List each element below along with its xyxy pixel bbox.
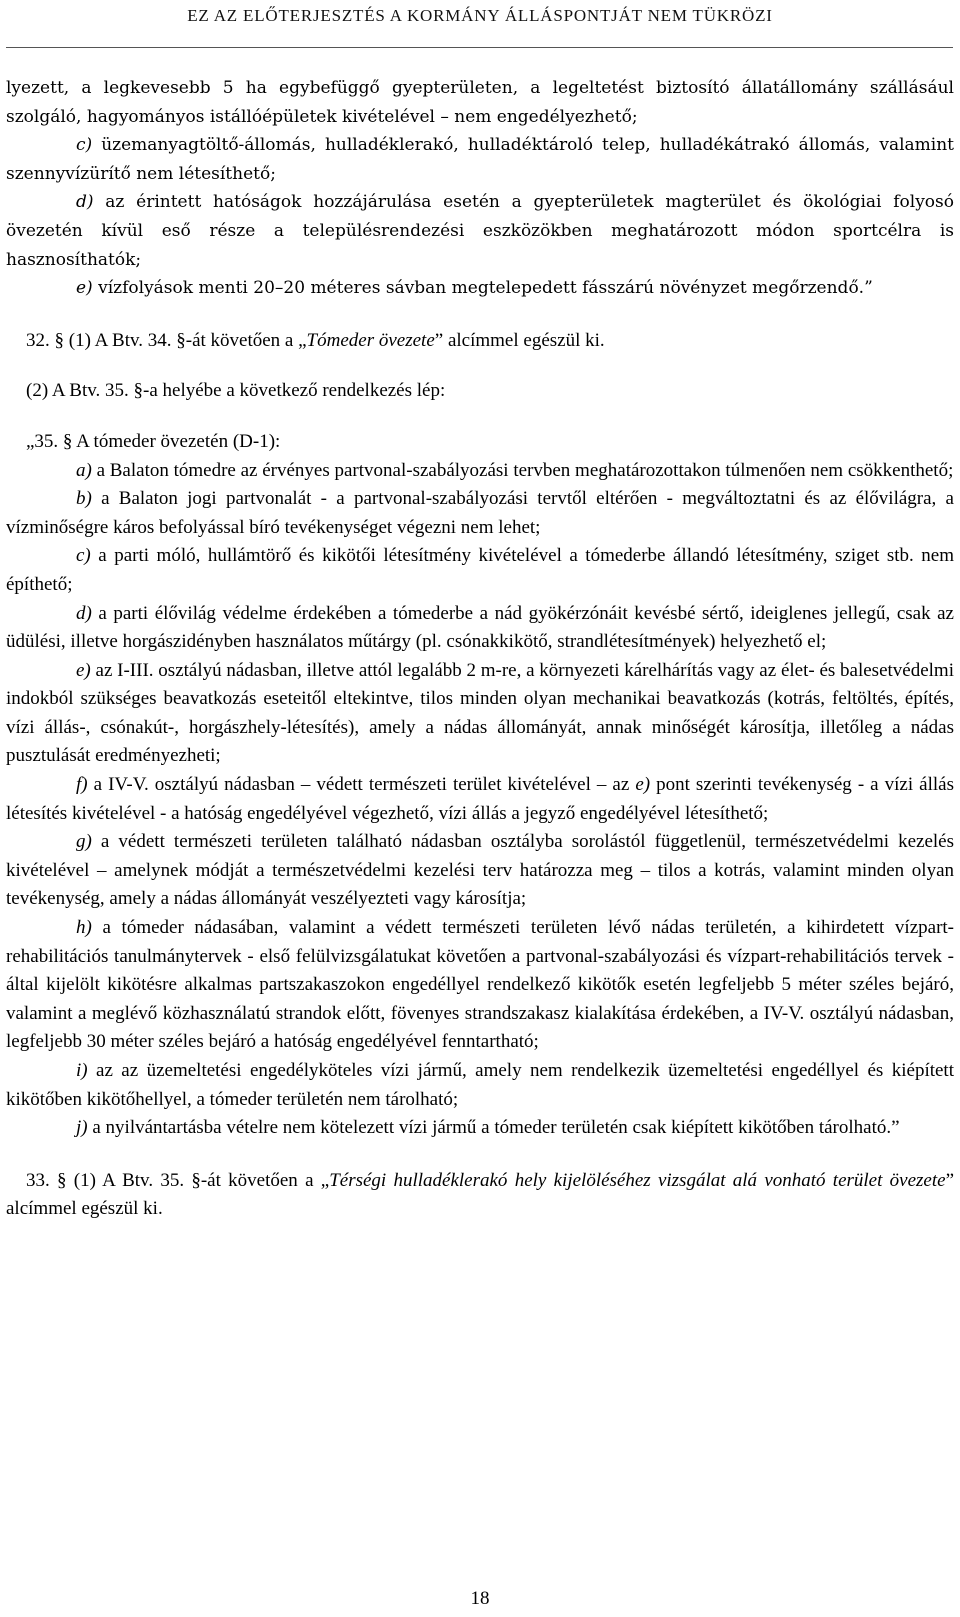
item-text: a Balaton jogi partvonalát - a partvonal-szabályozási tervtől eltérően - megváltoztatni és az élővilágra, a vízminőségre káros befolyással bíró tevékenységet végezni nem lehet; [6, 488, 954, 538]
item-label: f) [76, 774, 88, 796]
item-label: i) [76, 1060, 88, 1081]
item-label: g) [76, 831, 92, 853]
item-b [6, 485, 954, 542]
spacer [6, 406, 954, 428]
clause-label: e) [76, 278, 93, 299]
item-label: a) [76, 459, 92, 481]
clause-text: az érintett hatóságok hozzájárulása esetén a gyepterületek magterület és ökológiai folyosó övezetén kívül eső része a településrendezési eszközökben meghatározott módon sportcélra is hasznosíthatók; [6, 192, 954, 270]
item-g [6, 828, 954, 914]
item-text: pont szerinti tevékenység - a vízi állás létesítés kivételével - a hatóság engedélyével végezhető, vízi állás a jegyző engedélyével létesíthető; [6, 774, 954, 824]
clause-label: d) [76, 192, 94, 213]
item-f [6, 771, 954, 828]
page-header: EZ AZ ELŐTERJESZTÉS A KORMÁNY ÁLLÁSPONTJÁT NEM TÜKRÖZI [187, 6, 773, 25]
item-label: e) [76, 659, 91, 681]
paragraph-continuation: lyezett, a legkevesebb 5 ha egybefüggő gyepterületen, a legeltetést biztosító állatállomány szállásául szolgáló, hagyományos istállóépületek kivételével – nem engedélyezhető; [6, 78, 954, 127]
item-e [6, 657, 954, 771]
section-text: 33. § (1) A Btv. 35. §-át követően a „ [26, 1169, 330, 1191]
item-h [6, 914, 954, 1057]
header-divider [6, 47, 953, 48]
spacer [6, 1143, 954, 1167]
item-label: h) [76, 917, 92, 939]
item-j [6, 1114, 954, 1143]
subtitle-title: Térségi hulladéklerakó hely kijelöléséhez vizsgálat alá vonható terület övezete [329, 1169, 946, 1191]
clause-label: c) [76, 135, 93, 156]
clause-c [6, 131, 954, 188]
item-text: a IV-V. osztályú nádasban – védett természeti terület kivételével – az [87, 774, 636, 796]
item-label: j) [76, 1117, 88, 1139]
section-text: 32. § (1) A Btv. 34. §-át követően a „ [26, 329, 307, 351]
section-text: ” alcímmel egészül ki. [6, 1169, 955, 1220]
section-32-2: (2) A Btv. 35. §-a helyébe a következő rendelkezés lép: [26, 380, 446, 402]
item-a [6, 457, 954, 486]
subtitle-title: Tómeder övezete [306, 329, 435, 351]
item-text: az I-III. osztályú nádasban, illetve attól legalább 2 m-re, a környezeti kárelhárítás vagy az élet- és balesetvédelmi indokból szükséges beavatkozás eseteitől eltekintve, tilos minden olyan mechanikai beavatkozás (kotrás, feltöltés, építés, vízi állás-, csónakút-, horgászhely-létesítés), amely a nádas állományát, annak minőségét károsítja, illetőleg a nádas pusztulását eredményezheti; [6, 659, 954, 767]
spacer [6, 355, 954, 377]
clause-d [6, 188, 954, 274]
item-text: a nyilvántartásba vételre nem kötelezett vízi jármű a tómeder területén csak kiépített kikötőben tárolható.” [87, 1117, 900, 1139]
clause-text: vízfolyások menti 20–20 méteres sávban megtelepedett fásszárú növényzet megőrzendő.” [92, 278, 873, 299]
item-i [6, 1057, 954, 1114]
section-32-1 [6, 327, 954, 356]
item-text: a védett természeti területen található nádasban osztályba sorolástól függetlenül, természetvédelmi kezelés kivételével – amelynek módját a természetvédelmi kezelési terv határozza meg – tilos a kotrás, valamint minden olyan tevékenység, amely a nádas állományát veszélyezteti vagy károsítja; [6, 831, 954, 910]
item-text: a Balaton tómedre az érvényes partvonal-szabályozási tervben meghatározottakon túlmenően nem csökkenthető; [91, 459, 954, 481]
section-text: ” alcímmel egészül ki. [434, 329, 605, 351]
item-label: c) [76, 545, 91, 567]
clause-text: üzemanyagtöltő-állomás, hulladéklerakó, hulladéktároló telep, hulladékátrakó állomás, valamint szennyvízürítő nem létesíthető; [6, 135, 954, 184]
item-text: a parti élővilág védelme érdekében a tómederbe a nád gyökérzónáit kevésbé sértő, ideiglenes jellegű, csak az üdülési, illetve horgászidényben használatos műtárgy (pl. csónakkikötő, strandlétesítmények) helyezhető el; [6, 602, 954, 653]
section-35-heading: „35. § A tómeder övezetén (D-1): [26, 430, 281, 452]
item-text: a parti móló, hullámtörő és kikötői létesítmény kivételével a tómederbe állandó létesítmény, sziget stb. nem építhető; [6, 545, 954, 595]
item-label: d) [76, 602, 92, 624]
document-body [6, 74, 954, 1224]
item-c [6, 542, 954, 599]
clause-e [6, 274, 954, 303]
item-reference: e) [635, 774, 651, 796]
section-33-1 [6, 1167, 954, 1224]
page-number: 18 [470, 1588, 490, 1609]
spacer [6, 303, 954, 327]
item-text: az az üzemeltetési engedélyköteles vízi jármű, amely nem rendelkezik üzemeltetési engedéllyel és kiépített kikötőben kikötőhellyel, a tómeder területén nem tárolható; [6, 1060, 954, 1110]
item-text: a tómeder nádasában, valamint a védett természeti területen lévő nádas területén, a kihirdetett vízpart-rehabilitációs tanulmánytervek - első felülvizsgálatukat követően a partvonal-szabályozási és vízpart-rehabilitációs tervek - által kijelölt kikötésre alkalmas partszakaszokon engedéllyel rendelkező kikötők esetén legfeljebb 5 méter széles bejáró, valamint a meglévő közhasználatú strandok előtt, fövenyes strandszakasz kialakítása érdekében, a IV-V. osztályú nádasban, legfeljebb 30 méter széles bejáró a hatóság engedélyével fenntartható; [6, 917, 954, 1053]
item-label: b) [76, 488, 92, 510]
item-d [6, 600, 954, 657]
